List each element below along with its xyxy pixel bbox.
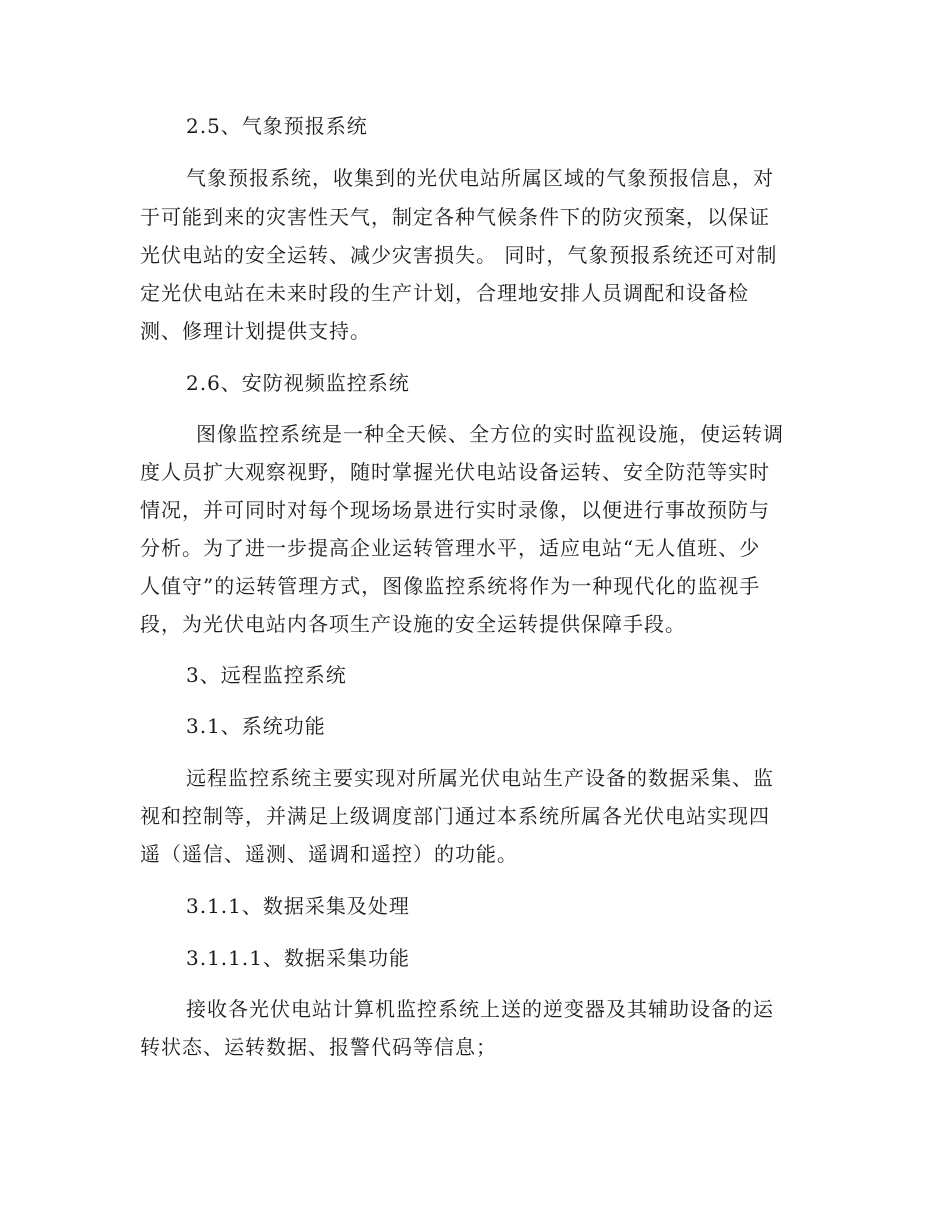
paragraph-line: 气象预报系统，收集到的光伏电站所属区域的气象预报信息，对 [186, 166, 774, 190]
paragraph-line: 度人员扩大观察视野，随时掌握光伏电站设备运转、安全防范等实时 [140, 460, 770, 484]
section-heading-3: 3、远程监控系统 [186, 663, 347, 687]
paragraph-line: 接收各光伏电站计算机监控系统上送的逆变器及其辅助设备的运 [186, 997, 774, 1021]
section-heading-2-6: 2.6、安防视频监控系统 [186, 371, 410, 395]
paragraph-line: 光伏电站的安全运转、减少灾害损失。 同时，气象预报系统还可对制 [140, 243, 778, 267]
paragraph-line: 分析。为了进一步提高企业运转管理水平，适应电站“无人值班、少 [140, 536, 761, 560]
paragraph-line: 转状态、运转数据、报警代码等信息； [140, 1035, 497, 1059]
paragraph-line: 定光伏电站在未来时段的生产计划，合理地安排人员调配和设备检 [140, 281, 749, 305]
section-heading-3-1-1: 3.1.1、数据采集及处理 [186, 894, 410, 918]
paragraph-line: 段，为光伏电站内各项生产设施的安全运转提供保障手段。 [140, 612, 686, 636]
paragraph-line: 远程监控系统主要实现对所属光伏电站生产设备的数据采集、监 [186, 766, 774, 790]
paragraph-line: 图像监控系统是一种全天候、全方位的实时监视设施，使运转调 [196, 422, 784, 446]
paragraph-line: 测、修理计划提供支持。 [140, 319, 371, 343]
paragraph-line: 遥（遥信、遥测、遥调和遥控）的功能。 [140, 842, 518, 866]
paragraph-line: 人值守”的运转管理方式，图像监控系统将作为一种现代化的监视手 [140, 574, 761, 598]
paragraph-line: 于可能到来的灾害性天气，制定各种气候条件下的防灾预案，以保证 [140, 205, 770, 229]
section-heading-3-1-1-1: 3.1.1.1、数据采集功能 [186, 946, 410, 970]
section-heading-3-1: 3.1、系统功能 [186, 714, 326, 738]
paragraph-line: 视和控制等，并满足上级调度部门通过本系统所属各光伏电站实现四 [140, 804, 770, 828]
section-heading-2-5: 2.5、气象预报系统 [186, 114, 368, 138]
paragraph-line: 情况，并可同时对每个现场场景进行实时录像，以便进行事故预防与 [140, 498, 770, 522]
